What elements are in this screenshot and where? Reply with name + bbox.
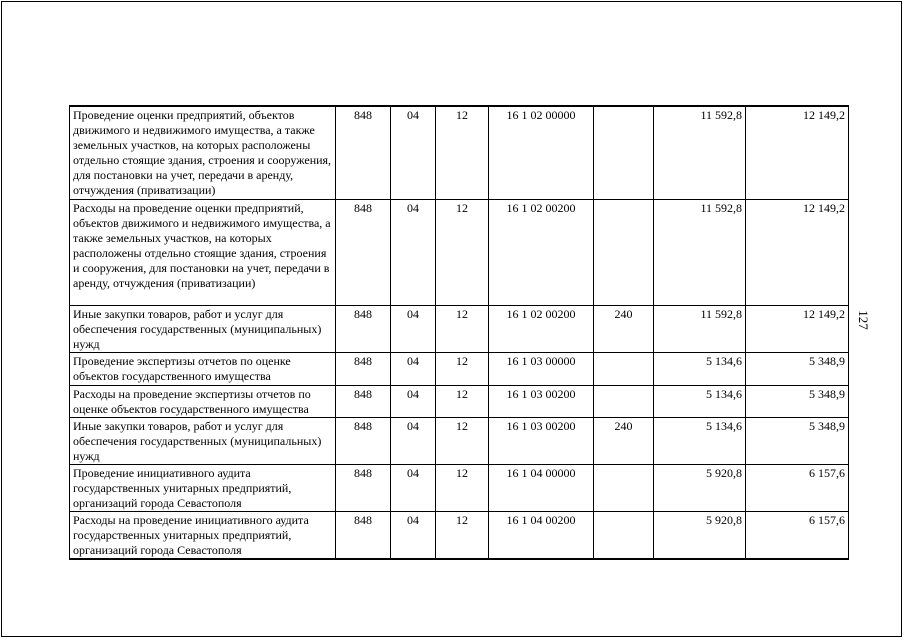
cell-expense-type — [594, 385, 654, 417]
page-number: 127 — [855, 310, 871, 330]
cell-expense-type — [594, 464, 654, 511]
cell-ministry-code: 848 — [336, 385, 391, 417]
cell-subsection-code: 12 — [436, 305, 489, 352]
cell-amount-2: 6 157,6 — [746, 511, 849, 559]
cell-name: Проведение оценки предприятий, объектов движимого и недвижимого имущества, а также земельных участков, на которых расположены отдельно стоящие здания, строения и сооружения, для постановки на учет, передачи в аренду, отчуждения (приватизации) — [70, 106, 336, 199]
table-row — [70, 385, 849, 417]
cell-ministry-code: 848 — [336, 106, 391, 199]
cell-section-code: 04 — [391, 417, 436, 464]
cell-target-article: 16 1 03 00200 — [489, 417, 594, 464]
cell-amount-1: 5 134,6 — [654, 352, 746, 385]
cell-amount-2: 12 149,2 — [746, 199, 849, 305]
cell-subsection-code: 12 — [436, 417, 489, 464]
cell-section-code: 04 — [391, 464, 436, 511]
table-row — [70, 352, 849, 385]
cell-target-article: 16 1 04 00000 — [489, 464, 594, 511]
cell-target-article: 16 1 02 00200 — [489, 199, 594, 305]
cell-amount-2: 5 348,9 — [746, 352, 849, 385]
cell-subsection-code: 12 — [436, 511, 489, 559]
cell-name: Расходы на проведение экспертизы отчетов по оценке объектов государственного имущества — [70, 385, 336, 417]
cell-target-article: 16 1 03 00000 — [489, 352, 594, 385]
cell-amount-2: 12 149,2 — [746, 305, 849, 352]
cell-expense-type — [594, 106, 654, 199]
cell-name: Расходы на проведение оценки предприятий, объектов движимого и недвижимого имущества, а также земельных участков, на которых расположены отдельно стоящие здания, строения и сооружения, для постановки на учет, передачи в аренду, отчуждения (приватизации) — [70, 199, 336, 305]
cell-ministry-code: 848 — [336, 305, 391, 352]
cell-target-article: 16 1 02 00000 — [489, 106, 594, 199]
cell-amount-1: 5 920,8 — [654, 511, 746, 559]
cell-subsection-code: 12 — [436, 385, 489, 417]
cell-name: Проведение инициативного аудита государственных унитарных предприятий, организаций города Севастополя — [70, 464, 336, 511]
cell-subsection-code: 12 — [436, 199, 489, 305]
cell-section-code: 04 — [391, 352, 436, 385]
cell-name: Иные закупки товаров, работ и услуг для обеспечения государственных (муниципальных) нужд — [70, 417, 336, 464]
table-row — [70, 511, 849, 559]
cell-section-code: 04 — [391, 511, 436, 559]
cell-amount-1: 5 134,6 — [654, 417, 746, 464]
cell-expense-type — [594, 199, 654, 305]
cell-section-code: 04 — [391, 385, 436, 417]
cell-amount-2: 6 157,6 — [746, 464, 849, 511]
table-row — [70, 417, 849, 464]
cell-amount-1: 11 592,8 — [654, 106, 746, 199]
cell-subsection-code: 12 — [436, 352, 489, 385]
table-body — [70, 106, 849, 559]
cell-subsection-code: 12 — [436, 106, 489, 199]
table-row — [70, 305, 849, 352]
cell-ministry-code: 848 — [336, 464, 391, 511]
cell-name: Расходы на проведение инициативного аудита государственных унитарных предприятий, организаций города Севастополя — [70, 511, 336, 559]
table-row — [70, 106, 849, 199]
cell-amount-1: 5 134,6 — [654, 385, 746, 417]
cell-expense-type — [594, 511, 654, 559]
cell-target-article: 16 1 04 00200 — [489, 511, 594, 559]
cell-name: Проведение экспертизы отчетов по оценке объектов государственного имущества — [70, 352, 336, 385]
cell-section-code: 04 — [391, 199, 436, 305]
cell-amount-2: 12 149,2 — [746, 106, 849, 199]
cell-target-article: 16 1 02 00200 — [489, 305, 594, 352]
cell-amount-1: 11 592,8 — [654, 199, 746, 305]
cell-ministry-code: 848 — [336, 199, 391, 305]
cell-expense-type — [594, 352, 654, 385]
cell-target-article: 16 1 03 00200 — [489, 385, 594, 417]
table-row — [70, 464, 849, 511]
cell-amount-1: 11 592,8 — [654, 305, 746, 352]
cell-ministry-code: 848 — [336, 352, 391, 385]
cell-expense-type: 240 — [594, 305, 654, 352]
cell-subsection-code: 12 — [436, 464, 489, 511]
cell-amount-2: 5 348,9 — [746, 385, 849, 417]
cell-name: Иные закупки товаров, работ и услуг для обеспечения государственных (муниципальных) нужд — [70, 305, 336, 352]
cell-section-code: 04 — [391, 305, 436, 352]
cell-ministry-code: 848 — [336, 417, 391, 464]
cell-amount-2: 5 348,9 — [746, 417, 849, 464]
cell-expense-type: 240 — [594, 417, 654, 464]
cell-section-code: 04 — [391, 106, 436, 199]
cell-ministry-code: 848 — [336, 511, 391, 559]
table-row — [70, 199, 849, 305]
budget-table — [69, 105, 849, 560]
cell-amount-1: 5 920,8 — [654, 464, 746, 511]
